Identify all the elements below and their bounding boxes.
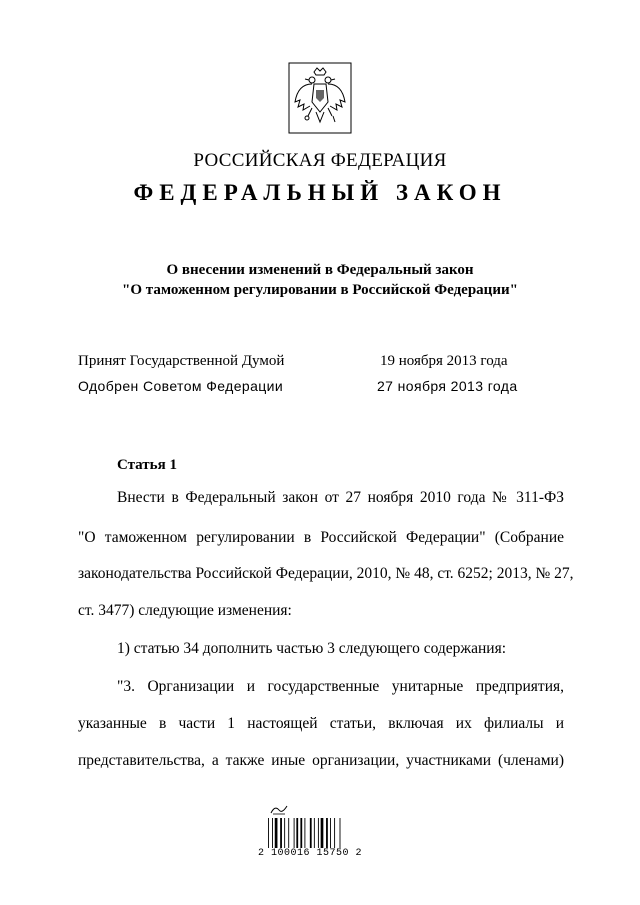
law-title-line-1: О внесении изменений в Федеральный закон bbox=[166, 262, 474, 278]
coat-of-arms-icon bbox=[288, 62, 352, 134]
article-text-line: законодательства Российской Федерации, 2010, № 48, ст. 6252; 2013, № 27, bbox=[78, 565, 574, 582]
article-text-line: представительства, а также иные организации, участниками (членами) bbox=[78, 752, 564, 769]
article-text-line: указанные в части 1 настоящей статьи, включая их филиалы и bbox=[78, 715, 564, 732]
council-approval-label: Одобрен Советом Федерации bbox=[78, 378, 284, 394]
law-type-heading: ФЕДЕРАЛЬНЫЙ ЗАКОН bbox=[133, 180, 507, 205]
article-text-line: ст. 3477) следующие изменения: bbox=[78, 602, 292, 619]
law-title-line-2: "О таможенном регулировании в Российской Федерации" bbox=[122, 282, 518, 298]
barcode-icon bbox=[268, 818, 368, 848]
country-heading: РОССИЙСКАЯ ФЕДЕРАЦИЯ bbox=[193, 150, 447, 171]
article-text-line: "О таможенном регулировании в Российской Федерации" (Собрание bbox=[78, 529, 564, 546]
article-heading: Статья 1 bbox=[117, 457, 177, 473]
council-approval-date: 27 ноября 2013 года bbox=[377, 378, 518, 394]
barcode-number: 2 100016 15750 2 bbox=[258, 848, 363, 859]
duma-adoption-date: 19 ноября 2013 года bbox=[380, 353, 508, 369]
article-text-line: Внести в Федеральный закон от 27 ноября 2010 года № 311-ФЗ bbox=[117, 489, 564, 506]
signature-mark-icon bbox=[270, 803, 288, 815]
duma-adoption-label: Принят Государственной Думой bbox=[78, 353, 285, 369]
article-text-line: 1) статью 34 дополнить частью 3 следующего содержания: bbox=[117, 640, 507, 657]
article-text-line: "3. Организации и государственные унитарные предприятия, bbox=[117, 678, 564, 695]
